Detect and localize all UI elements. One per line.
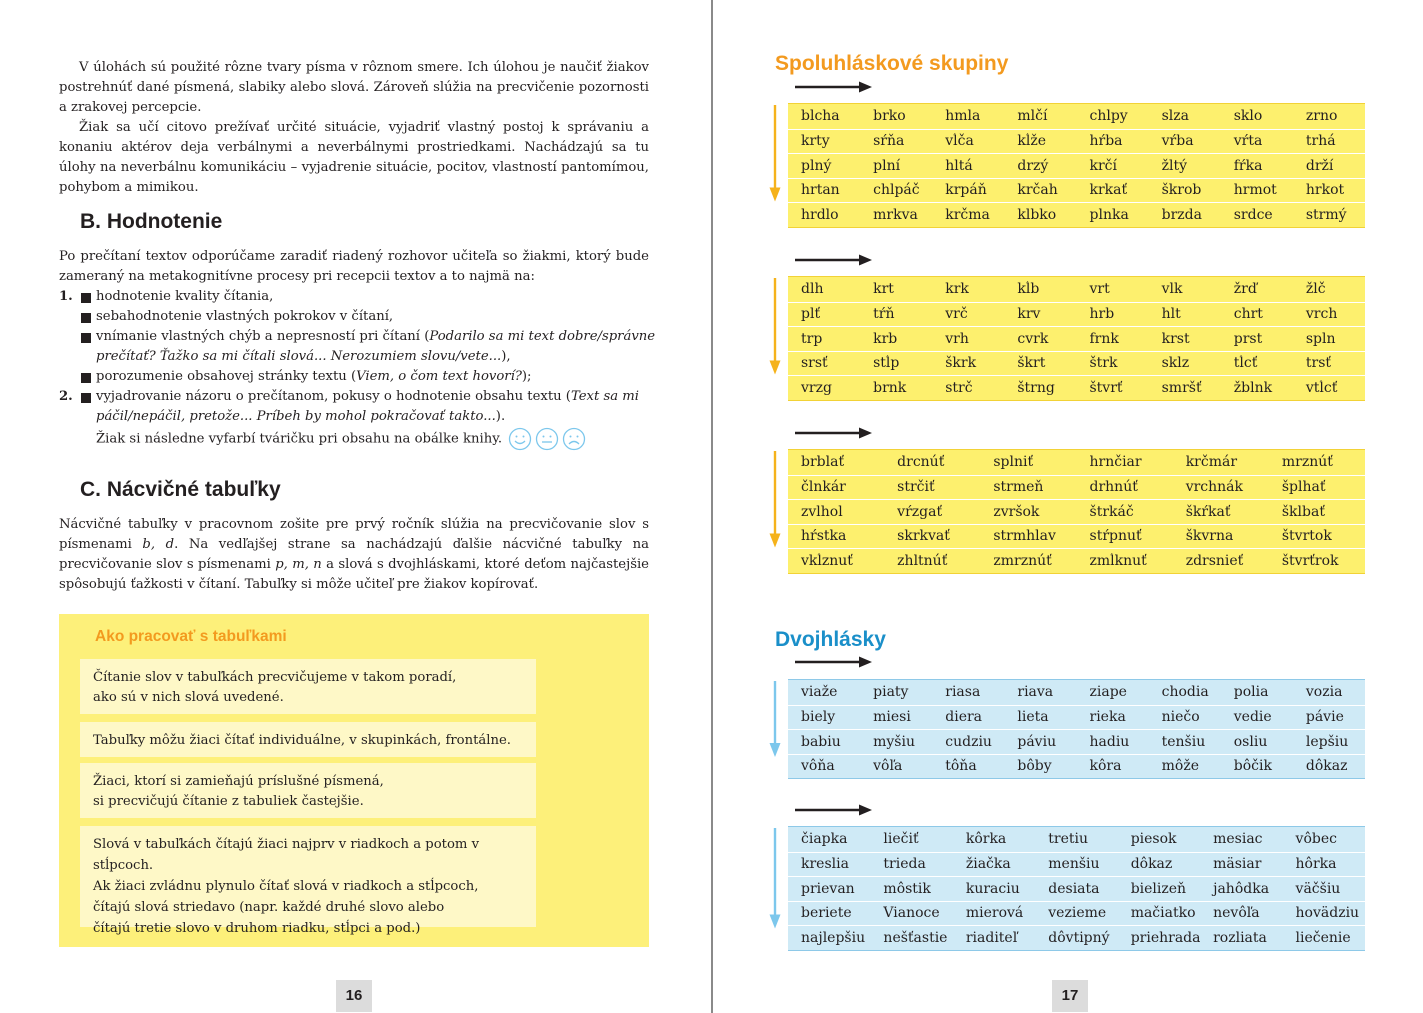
word-cell: dôkaz xyxy=(1130,856,1173,873)
word-cell: šklbať xyxy=(1281,503,1325,520)
table-row xyxy=(788,178,1365,203)
word-cell: liečenie xyxy=(1295,929,1351,946)
word-cell: zvlhol xyxy=(801,503,843,520)
table-row xyxy=(788,524,1365,549)
word-cell: hlt xyxy=(1161,306,1181,323)
diphthong-table-2 xyxy=(788,826,1365,951)
word-cell: beriete xyxy=(801,905,852,922)
word-cell: štrk xyxy=(1089,355,1118,372)
word-cell: väčšiu xyxy=(1295,880,1341,897)
word-cell: vezieme xyxy=(1048,905,1107,922)
table-row xyxy=(788,499,1365,524)
word-cell: dôvtipný xyxy=(1048,929,1110,946)
row-direction-arrow-icon xyxy=(795,655,873,669)
tip-line: Ak žiaci zvládnu plynulo čítať slová v riadkoch a stĺpcoch, xyxy=(93,879,479,894)
word-cell: krb xyxy=(873,330,898,347)
tip-line: Tabuľky môžu žiaci čítať individuálne, v skupinkách, frontálne. xyxy=(93,733,511,748)
word-cell: prievan xyxy=(801,880,855,897)
word-cell: vrt xyxy=(1089,281,1110,298)
word-cell: plnka xyxy=(1089,206,1129,223)
word-cell: vrzg xyxy=(801,379,832,396)
evaluation-item xyxy=(59,387,659,427)
word-cell: sklo xyxy=(1233,108,1263,125)
word-cell: drhnúť xyxy=(1089,479,1138,496)
tip-card xyxy=(80,722,536,757)
sad-face-icon xyxy=(562,427,586,451)
word-cell: tôňa xyxy=(945,758,977,775)
page-divider xyxy=(711,0,713,1013)
word-cell: štvrťrok xyxy=(1281,552,1339,569)
table-row xyxy=(788,104,1365,129)
word-cell: štvrtok xyxy=(1281,528,1332,545)
table-row xyxy=(788,925,1365,950)
table-row xyxy=(788,302,1365,327)
word-cell: zrno xyxy=(1305,108,1338,125)
consonant-table-3 xyxy=(788,449,1365,574)
column-direction-arrow-icon xyxy=(768,105,782,202)
word-cell: chodia xyxy=(1161,684,1209,701)
row-direction-arrow-icon xyxy=(795,253,873,267)
word-cell: zdrsnieť xyxy=(1185,552,1244,569)
table-row xyxy=(788,705,1365,730)
item-text: porozumenie obsahovej stránky textu (Viem, o čom text hovorí?); xyxy=(96,369,532,384)
word-cell: smršť xyxy=(1161,379,1202,396)
word-cell: viaže xyxy=(801,684,838,701)
table-row xyxy=(788,351,1365,376)
word-cell: škŕkať xyxy=(1185,503,1231,520)
word-cell: splniť xyxy=(993,454,1034,471)
word-cell: hmla xyxy=(945,108,981,125)
word-cell: vkĺznuť xyxy=(801,552,853,569)
table-row xyxy=(788,729,1365,754)
word-cell: hovädziu xyxy=(1295,905,1360,922)
word-cell: vôňa xyxy=(801,758,835,775)
word-cell: trhá xyxy=(1305,133,1336,150)
word-cell: trieda xyxy=(883,856,926,873)
word-cell: sklz xyxy=(1161,355,1190,372)
table-row xyxy=(788,326,1365,351)
section-b-intro: Po prečítaní textov odporúčame zaradiť riadený rozhovor učiteľa so žiakmi, ktorý bude zameraný na metakognitívne procesy pri recepcii textov a to najmä na: xyxy=(59,249,649,284)
word-cell: chlpáč xyxy=(873,182,920,199)
tip-line: ako sú v nich slová uvedené. xyxy=(93,690,284,705)
word-cell: zmrznúť xyxy=(993,552,1052,569)
word-cell: žltý xyxy=(1161,157,1188,174)
word-cell: cvrk xyxy=(1017,330,1049,347)
table-row xyxy=(788,754,1365,779)
smiley-faces xyxy=(508,427,586,451)
word-cell: cudziu xyxy=(945,733,992,750)
word-cell: menšiu xyxy=(1048,856,1100,873)
bullet-square-icon xyxy=(81,293,91,303)
table-row xyxy=(788,548,1365,573)
tip-card xyxy=(80,659,536,714)
word-cell: mierová xyxy=(965,905,1024,922)
item-text: vyjadrovanie názoru o prečítanom, pokusy o hodnotenie obsahu textu (Text sa mi páčil/nepáčil, pretože... Príbeh by mohol pokračovať takto...). xyxy=(96,389,640,424)
word-cell: krv xyxy=(1017,306,1041,323)
tip-line: Čítanie slov v tabuľkách precvičujeme v takom poradí, xyxy=(93,670,457,685)
word-cell: kuraciu xyxy=(965,880,1020,897)
table-row xyxy=(788,375,1365,400)
word-cell: kôra xyxy=(1089,758,1122,775)
word-cell: hadiu xyxy=(1089,733,1130,750)
word-cell: brblať xyxy=(801,454,845,471)
table-row xyxy=(788,901,1365,926)
page-number-left: 16 xyxy=(336,980,372,1012)
word-cell: pávie xyxy=(1305,709,1344,726)
word-cell: slza xyxy=(1161,108,1190,125)
word-cell: vôbec xyxy=(1295,831,1337,848)
word-cell: brko xyxy=(873,108,906,125)
word-cell: môže xyxy=(1161,758,1199,775)
word-cell: brnk xyxy=(873,379,907,396)
section-c-paragraph: Nácvičné tabuľky v pracovnom zošite pre prvý ročník slúžia na precvičovanie slov s písmenami b, d. Na vedľajšej strane sa nachádzajú ďalšie nácvičné tabuľky na precvičovanie slov s písmenami p, m, n a slová s dvojhláskami, ktoré deťom najčastejšie spôsobujú ťažkosti v čítaní. Tabuľky si môže učiteľ pre žiakov kopírovať. xyxy=(59,517,649,592)
word-cell: štrng xyxy=(1017,379,1055,396)
word-cell: sŕňa xyxy=(873,133,905,150)
word-cell: jahôdka xyxy=(1213,880,1270,897)
word-cell: strmhlav xyxy=(993,528,1056,545)
word-cell: vrch xyxy=(1305,306,1338,323)
table-row xyxy=(788,277,1365,302)
consonant-table-2 xyxy=(788,276,1365,401)
word-cell: škvrna xyxy=(1185,528,1234,545)
word-cell: člnkár xyxy=(801,479,846,496)
word-cell: tĺcť xyxy=(1233,355,1258,372)
word-cell: bôčik xyxy=(1233,758,1272,775)
word-cell: rozliata xyxy=(1213,929,1267,946)
word-cell: vozia xyxy=(1305,684,1343,701)
word-cell: mesiac xyxy=(1213,831,1263,848)
item-number: 2. xyxy=(59,389,73,404)
word-cell: vrchnák xyxy=(1185,479,1243,496)
consonant-table-1 xyxy=(788,103,1365,228)
word-cell: vôľa xyxy=(873,758,903,775)
word-cell: krt xyxy=(873,281,894,298)
word-cell: štvrť xyxy=(1089,379,1123,396)
word-cell: dôkaz xyxy=(1305,758,1348,775)
happy-face-icon xyxy=(508,427,532,451)
word-cell: hŕba xyxy=(1089,133,1123,150)
word-cell: strčiť xyxy=(897,479,935,496)
word-cell: tretiu xyxy=(1048,831,1088,848)
row-direction-arrow-icon xyxy=(795,426,873,440)
word-cell: drží xyxy=(1305,157,1334,174)
word-cell: hltá xyxy=(945,157,973,174)
table-row xyxy=(788,475,1365,500)
word-cell: krk xyxy=(945,281,969,298)
bullet-square-icon xyxy=(81,333,91,343)
tip-card xyxy=(80,826,536,936)
word-cell: vlk xyxy=(1161,281,1183,298)
word-cell: tenšiu xyxy=(1161,733,1206,750)
word-cell: krty xyxy=(801,133,830,150)
word-cell: žblnk xyxy=(1233,379,1273,396)
word-cell: páviu xyxy=(1017,733,1057,750)
item-text: sebahodnotenie vlastných pokrokov v čítaní, xyxy=(96,309,394,324)
word-cell: diera xyxy=(945,709,983,726)
section-b-heading: B. Hodnotenie xyxy=(80,210,223,233)
bullet-square-icon xyxy=(81,393,91,403)
tip-line: čítajú slová striedavo (napr. každé druhé slovo alebo xyxy=(93,900,445,915)
tip-line: Slová v tabuľkách čítajú žiaci najprv v riadkoch a potom v stĺpcoch. xyxy=(93,837,480,873)
word-cell: fŕka xyxy=(1233,157,1263,174)
word-cell: desiata xyxy=(1048,880,1100,897)
tips-box-title: Ako pracovať s tabuľkami xyxy=(95,628,287,645)
word-cell: hrtan xyxy=(801,182,840,199)
word-cell: škrk xyxy=(945,355,977,372)
table-row xyxy=(788,876,1365,901)
tip-line: Žiaci, ktorí si zamieňajú príslušné písmená, xyxy=(93,774,384,789)
word-cell: riaditeľ xyxy=(965,929,1018,946)
word-cell: trsť xyxy=(1305,355,1332,372)
word-cell: mlčí xyxy=(1017,108,1048,125)
word-cell: kreslia xyxy=(801,856,849,873)
evaluation-item xyxy=(59,307,659,327)
word-cell: žlč xyxy=(1305,281,1326,298)
word-cell: bôby xyxy=(1017,758,1052,775)
page-number-right: 17 xyxy=(1052,980,1088,1012)
word-cell: hrkot xyxy=(1305,182,1345,199)
word-cell: mäsiar xyxy=(1213,856,1262,873)
word-cell: vrč xyxy=(945,306,968,323)
item-text: vnímanie vlastných chýb a nepresností pri čítaní (Podarilo sa mi text dobre/správne prečítať? Ťažko sa mi čítali slová... Nerozumiem slovu/vete...), xyxy=(96,329,656,364)
column-direction-arrow-icon xyxy=(768,278,782,375)
word-cell: piesok xyxy=(1130,831,1177,848)
word-cell: frnk xyxy=(1089,330,1119,347)
word-cell: chlpy xyxy=(1089,108,1128,125)
table-row xyxy=(788,450,1365,475)
word-cell: nešťastie xyxy=(883,929,948,946)
word-cell: Vianoce xyxy=(883,905,940,922)
table-row xyxy=(788,680,1365,705)
word-cell: brzda xyxy=(1161,206,1202,223)
word-cell: osliu xyxy=(1233,733,1268,750)
evaluation-list xyxy=(59,287,659,451)
column-direction-arrow-icon xyxy=(768,681,782,757)
word-cell: drzý xyxy=(1017,157,1049,174)
word-cell: vedie xyxy=(1233,709,1272,726)
word-cell: plný xyxy=(801,157,832,174)
word-cell: zvršok xyxy=(993,503,1040,520)
word-cell: zhltnúť xyxy=(897,552,948,569)
item-text: hodnotenie kvality čítania, xyxy=(96,289,274,304)
word-cell: srsť xyxy=(801,355,828,372)
word-cell: trp xyxy=(801,330,823,347)
word-cell: hôrka xyxy=(1295,856,1337,873)
word-cell: plní xyxy=(873,157,901,174)
word-cell: vtĺcť xyxy=(1305,379,1338,396)
row-direction-arrow-icon xyxy=(795,80,873,94)
word-cell: riasa xyxy=(945,684,981,701)
table-row xyxy=(788,153,1365,178)
word-cell: mrznúť xyxy=(1281,454,1333,471)
table-row xyxy=(788,202,1365,227)
word-cell: najlepšiu xyxy=(801,929,866,946)
word-cell: nevôľa xyxy=(1213,905,1260,922)
word-cell: krčmár xyxy=(1185,454,1238,471)
word-cell: chrt xyxy=(1233,306,1263,323)
word-cell: mrkva xyxy=(873,206,918,223)
word-cell: dlh xyxy=(801,281,824,298)
item-number: 1. xyxy=(59,289,73,304)
word-cell: stĺp xyxy=(873,355,900,372)
word-cell: strč xyxy=(945,379,973,396)
word-cell: ziape xyxy=(1089,684,1127,701)
word-cell: vŕzgať xyxy=(897,503,943,520)
evaluation-item xyxy=(59,287,659,307)
column-direction-arrow-icon xyxy=(768,451,782,548)
word-cell: žiačka xyxy=(965,856,1011,873)
bullet-square-icon xyxy=(81,313,91,323)
word-cell: lieta xyxy=(1017,709,1049,726)
word-cell: štrkáč xyxy=(1089,503,1134,520)
evaluation-item xyxy=(59,327,659,367)
bullet-square-icon xyxy=(81,373,91,383)
word-cell: krčma xyxy=(945,206,990,223)
word-cell: stŕpnuť xyxy=(1089,528,1142,545)
column-direction-arrow-icon xyxy=(768,828,782,929)
word-cell: krst xyxy=(1161,330,1190,347)
word-cell: šplhať xyxy=(1281,479,1326,496)
word-cell: žrď xyxy=(1233,281,1257,298)
word-cell: blcha xyxy=(801,108,840,125)
diphthong-table-1 xyxy=(788,679,1365,779)
word-cell: prst xyxy=(1233,330,1263,347)
word-cell: miesi xyxy=(873,709,911,726)
intro-paragraph-2: Žiak sa učí citovo prežívať určité situácie, vyjadriť vlastný postoj k správaniu a konaniu aktérov deja verbálnymi a neverbálnymi prostriedkami. Nachádzajú sa tu úlohy na neverbálnu komunikáciu – vyjadrenie situácie, pocitov, vlastností pantomímou, pohybom a mimikou. xyxy=(59,120,649,195)
word-cell: niečo xyxy=(1161,709,1200,726)
word-cell: vŕba xyxy=(1161,133,1194,150)
word-cell: kôrka xyxy=(965,831,1007,848)
word-cell: hrmot xyxy=(1233,182,1277,199)
word-cell: spln xyxy=(1305,330,1336,347)
word-cell: kĺb xyxy=(1017,281,1040,298)
row-direction-arrow-icon xyxy=(795,803,873,817)
section-c-heading: C. Nácvičné tabuľky xyxy=(80,478,281,501)
word-cell: krčah xyxy=(1017,182,1058,199)
word-cell: hrnčiar xyxy=(1089,454,1142,471)
tip-line: čítajú tretie slovo v druhom riadku, stĺpci a pod.) xyxy=(93,921,421,936)
word-cell: škrt xyxy=(1017,355,1046,372)
word-cell: škrob xyxy=(1161,182,1202,199)
tip-line: si precvičujú čítanie z tabuliek častejšie. xyxy=(93,794,364,809)
consonant-groups-heading: Spoluhláskové skupiny xyxy=(775,52,1009,75)
table-row xyxy=(788,129,1365,154)
word-cell: polia xyxy=(1233,684,1269,701)
neutral-face-icon xyxy=(535,427,559,451)
word-cell: klbko xyxy=(1017,206,1057,223)
table-row xyxy=(788,852,1365,877)
word-cell: myšiu xyxy=(873,733,915,750)
word-cell: priehrada xyxy=(1130,929,1201,946)
word-cell: vrh xyxy=(945,330,969,347)
word-cell: čiapka xyxy=(801,831,848,848)
word-cell: piaty xyxy=(873,684,909,701)
word-cell: krkať xyxy=(1089,182,1128,199)
word-cell: lepšiu xyxy=(1305,733,1349,750)
word-cell: riava xyxy=(1017,684,1054,701)
word-cell: skrkvať xyxy=(897,528,950,545)
word-cell: hŕstka xyxy=(801,528,847,545)
word-cell: vĺča xyxy=(945,133,974,150)
word-cell: plť xyxy=(801,306,821,323)
tip-card xyxy=(80,763,536,818)
word-cell: krpáň xyxy=(945,182,987,199)
word-cell: liečiť xyxy=(883,831,919,848)
word-cell: srdce xyxy=(1233,206,1273,223)
word-cell: rieka xyxy=(1089,709,1126,726)
word-cell: kĺže xyxy=(1017,133,1046,150)
word-cell: zmĺknuť xyxy=(1089,552,1147,569)
word-cell: hrb xyxy=(1089,306,1115,323)
word-cell: hrdlo xyxy=(801,206,839,223)
table-row xyxy=(788,827,1365,852)
word-cell: babiu xyxy=(801,733,841,750)
evaluation-item xyxy=(59,367,659,387)
evaluation-closing: Žiak si následne vyfarbí tváričku pri obsahu na obálke knihy. xyxy=(59,427,659,451)
intro-paragraph-1: V úlohách sú použité rôzne tvary písma v rôznom smere. Ich úlohou je naučiť žiakov postrehnúť dané písmená, slabiky alebo slová. Zároveň slúžia na precvičenie pozornosti a zrakovej percepcie. xyxy=(59,60,649,115)
word-cell: môstik xyxy=(883,880,931,897)
word-cell: mačiatko xyxy=(1130,905,1196,922)
word-cell: strmý xyxy=(1305,206,1347,223)
word-cell: krčí xyxy=(1089,157,1117,174)
word-cell: biely xyxy=(801,709,836,726)
word-cell: vŕta xyxy=(1233,133,1263,150)
diphthongs-heading: Dvojhlásky xyxy=(775,628,886,651)
word-cell: drcnúť xyxy=(897,454,945,471)
word-cell: bielizeň xyxy=(1130,880,1187,897)
word-cell: strmeň xyxy=(993,479,1044,496)
word-cell: tŕň xyxy=(873,306,895,323)
